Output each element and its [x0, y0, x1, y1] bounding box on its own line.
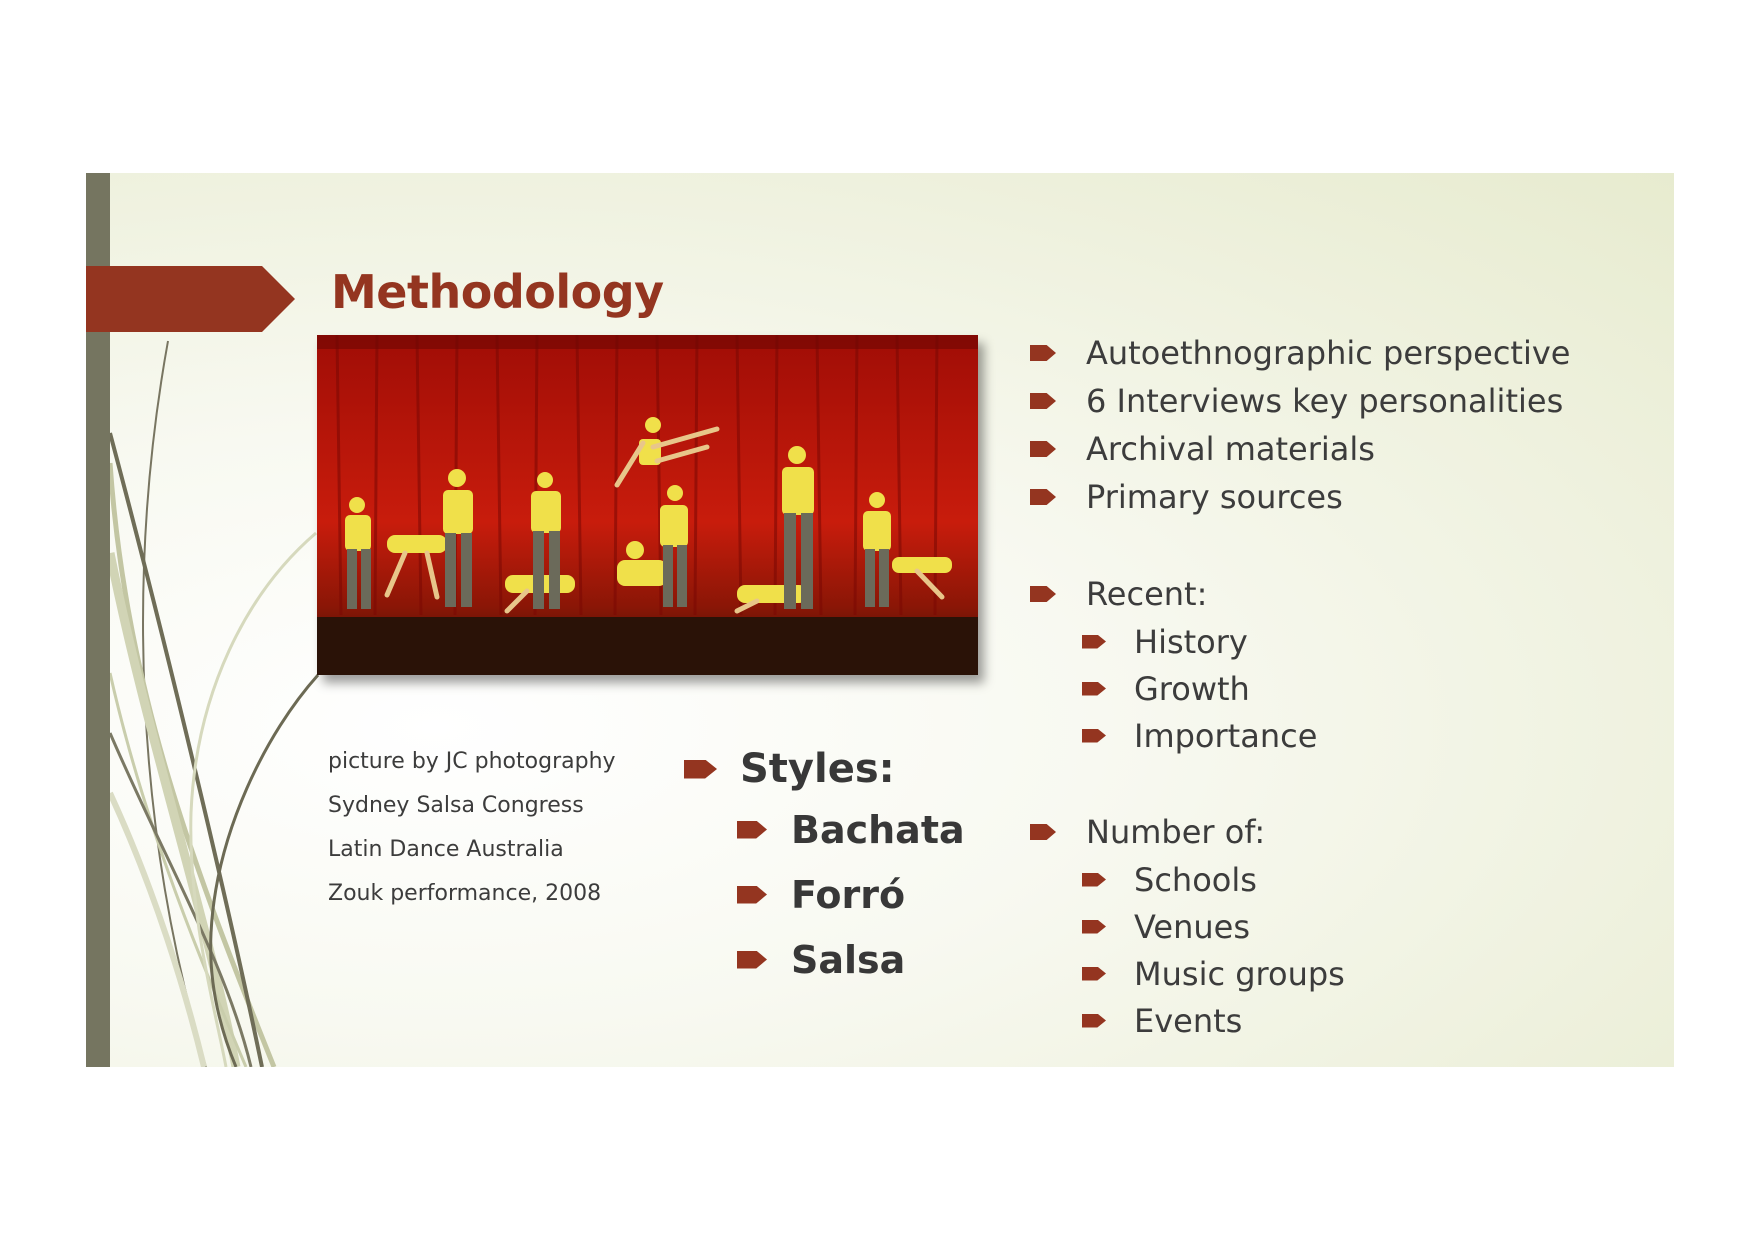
method-item-label: 6 Interviews key personalities [1086, 382, 1564, 420]
number-of-item-label: Music groups [1134, 954, 1345, 993]
recent-item-label: History [1134, 622, 1248, 661]
title-banner-arrow [86, 266, 295, 332]
methods-list [1030, 329, 1570, 1044]
photo-illustration [317, 335, 978, 675]
method-item [1030, 425, 1570, 473]
style-item [684, 797, 965, 862]
bullet-arrow-icon [1030, 345, 1056, 361]
method-item [1030, 473, 1570, 521]
number-of-item [1030, 997, 1570, 1044]
caption-line: Latin Dance Australia [328, 837, 564, 862]
bullet-arrow-icon [1082, 1014, 1106, 1028]
style-item-label: Forró [791, 872, 906, 917]
bullet-arrow-icon [1030, 824, 1056, 840]
number-of-item-label: Events [1134, 1001, 1243, 1040]
recent-heading-label: Recent: [1086, 575, 1208, 613]
number-of-heading [1030, 808, 1570, 856]
method-item-label: Autoethnographic perspective [1086, 334, 1571, 372]
style-item-label: Bachata [791, 807, 965, 852]
number-of-item [1030, 903, 1570, 950]
number-of-heading-label: Number of: [1086, 813, 1266, 851]
bullet-arrow-icon [737, 821, 767, 839]
bullet-arrow-icon [1082, 920, 1106, 934]
recent-item [1030, 618, 1570, 665]
recent-item-label: Growth [1134, 669, 1250, 708]
style-item [684, 862, 965, 927]
styles-heading [684, 741, 965, 797]
caption-line: Sydney Salsa Congress [328, 793, 584, 818]
number-of-item [1030, 950, 1570, 997]
number-of-item-label: Schools [1134, 860, 1257, 899]
number-of-item-label: Venues [1134, 907, 1251, 946]
bullet-arrow-icon [1030, 441, 1056, 457]
style-item [684, 927, 965, 992]
method-item-label: Archival materials [1086, 430, 1375, 468]
number-of-item [1030, 856, 1570, 903]
slide [86, 173, 1674, 1067]
bullet-arrow-icon [737, 951, 767, 969]
bullet-arrow-icon [1030, 489, 1056, 505]
slide-title: Methodology [331, 265, 664, 319]
style-item-label: Salsa [791, 937, 906, 982]
styles-heading-label: Styles: [740, 746, 895, 792]
caption-line: Zouk performance, 2008 [328, 881, 602, 906]
bullet-arrow-icon [1082, 729, 1106, 743]
caption-line: picture by JC photography [328, 749, 616, 774]
recent-item [1030, 665, 1570, 712]
recent-item-label: Importance [1134, 716, 1318, 755]
photo-caption [328, 740, 616, 916]
method-item-label: Primary sources [1086, 478, 1343, 516]
bullet-arrow-icon [1030, 586, 1056, 602]
bullet-arrow-icon [1030, 393, 1056, 409]
bullet-arrow-icon [1082, 873, 1106, 887]
recent-heading [1030, 570, 1570, 618]
method-item [1030, 377, 1570, 425]
bullet-arrow-icon [737, 886, 767, 904]
bullet-arrow-icon [1082, 635, 1106, 649]
method-item [1030, 329, 1570, 377]
bullet-arrow-icon [684, 760, 717, 779]
bullet-arrow-icon [1082, 682, 1106, 696]
bullet-arrow-icon [1082, 967, 1106, 981]
dance-performance-photo [317, 335, 978, 675]
styles-list [684, 741, 965, 992]
recent-item [1030, 712, 1570, 759]
